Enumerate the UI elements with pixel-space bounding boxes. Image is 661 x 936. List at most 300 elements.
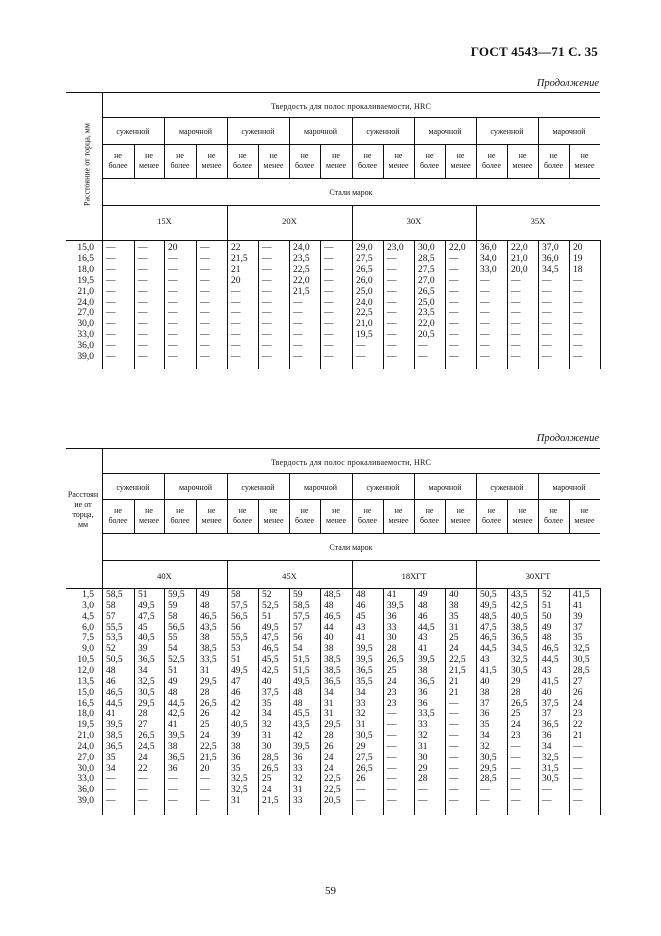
band-narrow-label: суженной xyxy=(116,127,150,136)
table-cell: 22,5 xyxy=(324,785,341,796)
table-cell: 42,5 xyxy=(262,665,279,676)
table-cell: 38 xyxy=(168,741,178,752)
grid-line xyxy=(352,117,353,144)
table-cell: — xyxy=(573,297,583,308)
table-cell: 36 xyxy=(418,687,428,698)
column-line xyxy=(134,588,135,815)
table-cell: 21,5 xyxy=(262,796,279,807)
continuation-label-2: Продолжение xyxy=(536,433,599,444)
table-cell: 50,5 xyxy=(480,590,497,600)
table-cell: — xyxy=(200,275,210,286)
table-cell: 42 xyxy=(231,709,241,720)
table-cell: — xyxy=(387,752,397,763)
table-cell: — xyxy=(511,796,521,807)
table-cell: 49,5 xyxy=(293,676,310,687)
table-cell: 31 xyxy=(418,741,428,752)
table-cell: 52,5 xyxy=(262,600,279,611)
column-line xyxy=(445,240,446,369)
table-cell: — xyxy=(262,275,272,286)
max-label: не более xyxy=(170,151,190,170)
min-label: не менее xyxy=(388,506,409,525)
table-cell: 39 xyxy=(231,731,241,742)
table-cell: 48 xyxy=(293,687,303,698)
table-cell: 35 xyxy=(449,611,459,622)
table-cell: — xyxy=(138,243,148,253)
distance-value: 18,0 xyxy=(77,709,94,720)
table-cell: 23 xyxy=(387,687,397,698)
page-header: ГОСТ 4543—71 С. 35 xyxy=(470,44,598,59)
table-cell: — xyxy=(200,286,210,297)
table-cell: 46 xyxy=(106,676,116,687)
distance-value: 30,0 xyxy=(77,319,94,330)
table-cell: — xyxy=(106,243,116,253)
table-cell: 28,5 xyxy=(418,253,435,264)
distance-value: 18,0 xyxy=(77,264,94,275)
band-grade-label: марочной xyxy=(179,127,212,136)
distance-value: 21,0 xyxy=(77,286,94,297)
table-cell: — xyxy=(449,286,459,297)
column-line xyxy=(507,240,508,369)
table-cell: 55,5 xyxy=(106,622,123,633)
table-cell: 41 xyxy=(573,600,583,611)
table-cell: 37 xyxy=(542,709,552,720)
table-cell: — xyxy=(480,308,490,319)
table-cell: — xyxy=(138,785,148,796)
distance-value: 30,0 xyxy=(77,763,94,774)
table-cell: 27,5 xyxy=(418,264,435,275)
table-cell: — xyxy=(418,785,428,796)
table-cell: — xyxy=(542,319,552,330)
table-cell: 24 xyxy=(324,752,334,763)
column-line xyxy=(383,588,384,815)
table-cell: 43,5 xyxy=(511,590,528,600)
column-line xyxy=(538,588,539,815)
table-cell: 48 xyxy=(293,698,303,709)
grid-line xyxy=(352,473,353,499)
max-label: не более xyxy=(294,506,315,525)
table-cell: 28 xyxy=(418,774,428,785)
table-cell: 48 xyxy=(200,600,210,611)
table-cell: — xyxy=(293,297,303,308)
table-cell: — xyxy=(542,341,552,352)
table-cell: — xyxy=(200,774,210,785)
table-cell: — xyxy=(449,774,459,785)
table-cell: — xyxy=(168,297,178,308)
distance-wrapped-label: мм xyxy=(77,520,89,529)
table-cell: 24 xyxy=(387,676,397,687)
table-cell: — xyxy=(262,352,272,362)
table-cell: 21,5 xyxy=(231,253,248,264)
column-line xyxy=(164,588,165,815)
table-cell: — xyxy=(387,763,397,774)
table-cell: — xyxy=(480,297,490,308)
table-cell: — xyxy=(573,275,583,286)
table-cell: 39,5 xyxy=(418,655,435,666)
table-cell: — xyxy=(324,286,334,297)
table-cell: 36,5 xyxy=(168,752,185,763)
table-cell: — xyxy=(168,330,178,341)
table-cell: — xyxy=(480,330,490,341)
table-cell: 58 xyxy=(106,600,116,611)
table-cell: 40,5 xyxy=(138,633,155,644)
table-cell: 44,5 xyxy=(168,698,185,709)
table-cell: 22,5 xyxy=(356,308,373,319)
table-cell: — xyxy=(168,319,178,330)
table-cell: 33 xyxy=(387,622,397,633)
table-cell: — xyxy=(542,352,552,362)
table-cell: 51 xyxy=(138,590,148,600)
max-label: не более xyxy=(170,506,190,525)
column-line xyxy=(569,588,570,815)
table-cell: — xyxy=(511,308,521,319)
table-cell: 41 xyxy=(106,709,116,720)
table-cell: 31 xyxy=(200,665,210,676)
table-cell: 37 xyxy=(573,622,583,633)
table-cell: 28,5 xyxy=(262,752,279,763)
table-cell: 42,5 xyxy=(511,600,528,611)
table-cell: 33 xyxy=(293,796,303,807)
table-cell: — xyxy=(200,330,210,341)
min-label: не менее xyxy=(450,151,471,170)
table-cell: 38 xyxy=(324,644,334,655)
table-cell: 31,5 xyxy=(542,763,559,774)
table-cell: 27 xyxy=(573,676,583,687)
table-cell: — xyxy=(387,297,397,308)
table-cell: 52 xyxy=(542,590,552,600)
table-cell: — xyxy=(449,720,459,731)
table-cell: 21 xyxy=(449,676,459,687)
table-cell: 19,5 xyxy=(356,330,373,341)
table-cell: — xyxy=(138,352,148,362)
table-cell: 32 xyxy=(356,709,366,720)
table-cell: 32,5 xyxy=(573,644,590,655)
table-cell: 20,0 xyxy=(511,264,528,275)
distance-value: 24,0 xyxy=(77,741,94,752)
table-cell: 23,5 xyxy=(293,253,310,264)
table-cell: 55,5 xyxy=(231,633,248,644)
table-cell: — xyxy=(168,341,178,352)
band-grade-label: марочной xyxy=(428,127,462,136)
table-cell: — xyxy=(262,243,272,253)
table-cell: — xyxy=(480,796,490,807)
table-cell: 40 xyxy=(449,590,459,600)
band-narrow-label: суженной xyxy=(490,127,524,136)
table-cell: — xyxy=(138,275,148,286)
table-cell: 24 xyxy=(138,752,148,763)
table-cell: 58 xyxy=(231,590,241,600)
distance-value: 19,5 xyxy=(77,720,94,731)
min-label: не менее xyxy=(574,506,595,525)
table-cell: — xyxy=(387,275,397,286)
table-cell: — xyxy=(511,752,521,763)
table-cell: 39,5 xyxy=(387,600,404,611)
table-cell: 20 xyxy=(200,763,210,774)
table-cell: 34 xyxy=(542,741,552,752)
table-cell: 32,5 xyxy=(231,774,248,785)
band-grade-label: марочной xyxy=(304,483,337,492)
table-cell: 28 xyxy=(200,687,210,698)
table-cell: 59 xyxy=(168,600,178,611)
table-cell: 22,5 xyxy=(449,655,466,666)
table-cell: 22,5 xyxy=(324,774,341,785)
table-cell: 51 xyxy=(231,655,241,666)
continuation-label-1: Продолжение xyxy=(536,78,599,89)
table-cell: — xyxy=(387,796,397,807)
distance-value: 12,0 xyxy=(77,665,94,676)
grid-line xyxy=(164,117,165,144)
grid-line xyxy=(102,499,600,500)
table-cell: 26,5 xyxy=(511,698,528,709)
table-cell: 22,0 xyxy=(418,319,435,330)
table-cell: 38 xyxy=(200,633,210,644)
table-cell: — xyxy=(200,297,210,308)
table-cell: — xyxy=(449,785,459,796)
table-cell: — xyxy=(573,796,583,807)
table-cell: 25 xyxy=(511,709,521,720)
table-cell: 49,5 xyxy=(138,600,155,611)
column-line xyxy=(258,240,259,369)
grid-line xyxy=(227,117,228,144)
column-line xyxy=(289,588,290,815)
column-line xyxy=(320,588,321,815)
table-cell: 34 xyxy=(356,687,366,698)
table-cell: 28 xyxy=(387,644,397,655)
grid-line xyxy=(289,473,290,499)
table-cell: — xyxy=(511,341,521,352)
table-cell: 59 xyxy=(293,590,303,600)
table-cell: — xyxy=(106,264,116,275)
band-grade-label: марочной xyxy=(552,483,586,492)
table-cell: — xyxy=(449,275,459,286)
table-cell: 36 xyxy=(168,763,178,774)
table-cell: 35,5 xyxy=(356,676,373,687)
table-cell: 58,5 xyxy=(106,590,123,600)
table-cell: 39,5 xyxy=(356,644,373,655)
max-label: не более xyxy=(232,151,253,170)
table-cell: 22 xyxy=(231,243,241,253)
table-cell: 26,0 xyxy=(356,275,373,286)
table-cell: 51 xyxy=(542,600,552,611)
table-cell: 32 xyxy=(418,731,428,742)
table-cell: 25 xyxy=(262,774,272,785)
table-cell: 21,5 xyxy=(200,752,217,763)
grid-line xyxy=(196,499,197,533)
distance-value: 3,0 xyxy=(82,600,94,611)
table-cell: 24,0 xyxy=(293,243,310,253)
table-cell: — xyxy=(480,352,490,362)
table-cell: — xyxy=(480,341,490,352)
grid-line xyxy=(538,144,539,178)
table-cell: 43 xyxy=(480,655,490,666)
grid-line xyxy=(102,533,600,534)
distance-value: 1,5 xyxy=(82,590,94,600)
table-cell: 41 xyxy=(418,644,428,655)
grid-line xyxy=(102,178,600,179)
table-cell: 53 xyxy=(231,644,241,655)
distance-wrapped-label: ие от xyxy=(74,500,92,509)
table-cell: 43,5 xyxy=(293,720,310,731)
min-label: не менее xyxy=(450,506,471,525)
table-cell: 48 xyxy=(168,687,178,698)
table-cell: 29,0 xyxy=(356,243,373,253)
table-cell: 46 xyxy=(418,611,428,622)
table-cell: — xyxy=(387,352,397,362)
table-cell: 20 xyxy=(573,243,583,253)
table-cell: 34,5 xyxy=(511,644,528,655)
column-line xyxy=(383,240,384,369)
grid-line xyxy=(352,560,353,588)
table-cell: 20,5 xyxy=(324,796,341,807)
grid-line xyxy=(476,560,477,588)
band-narrow-label: суженной xyxy=(116,483,150,492)
table-cell: 38,5 xyxy=(324,655,341,666)
table-cell: — xyxy=(293,341,303,352)
distance-value: 36,0 xyxy=(77,785,94,796)
grid-line xyxy=(289,144,290,178)
table-cell: 36,5 xyxy=(542,720,559,731)
table-cell: — xyxy=(138,330,148,341)
table-cell: 26 xyxy=(356,774,366,785)
table-cell: — xyxy=(168,275,178,286)
table-cell: 26,5 xyxy=(200,698,217,709)
column-line xyxy=(320,240,321,369)
table-cell: — xyxy=(573,752,583,763)
column-line xyxy=(196,588,197,815)
table-cell: — xyxy=(387,709,397,720)
grid-line xyxy=(164,473,165,499)
grid-line xyxy=(507,144,508,178)
max-label: не более xyxy=(419,506,440,525)
grid-line xyxy=(538,473,539,499)
table-cell: — xyxy=(106,341,116,352)
column-line xyxy=(258,588,259,815)
table-cell: — xyxy=(324,319,334,330)
min-label: не менее xyxy=(326,506,346,525)
table-cell: 40,5 xyxy=(511,611,528,622)
table-cell: 38,5 xyxy=(106,731,123,742)
table-cell: — xyxy=(573,308,583,319)
table-cell: 24 xyxy=(573,698,583,709)
table-cell: 40 xyxy=(324,633,334,644)
table-cell: 23 xyxy=(573,709,583,720)
table-cell: 48,5 xyxy=(480,611,497,622)
table-cell: 21,0 xyxy=(511,253,528,264)
grid-line xyxy=(383,144,384,178)
table-cell: 48,5 xyxy=(324,590,341,600)
table-cell: — xyxy=(324,275,334,286)
hardness-title: Твердость для полос прокаливаемости, HRC xyxy=(270,458,432,467)
table-cell: 58 xyxy=(168,611,178,622)
grid-line xyxy=(164,499,165,533)
grid-line xyxy=(258,499,259,533)
table-cell: 40,5 xyxy=(231,720,248,731)
table-cell: 28 xyxy=(138,709,148,720)
table-cell: 54 xyxy=(168,644,178,655)
table-cell: 40 xyxy=(542,687,552,698)
table-cell: 21 xyxy=(449,687,459,698)
table-cell: — xyxy=(200,319,210,330)
header-bottom-border xyxy=(66,240,600,241)
steel-grade-label: 45Х xyxy=(282,571,297,581)
table-cell: 44,5 xyxy=(480,644,497,655)
grid-line xyxy=(476,144,477,178)
table-cell: 26,5 xyxy=(356,763,373,774)
min-label: не менее xyxy=(139,151,159,170)
column-line xyxy=(476,240,477,369)
table-cell: — xyxy=(573,774,583,785)
column-line xyxy=(476,588,477,815)
table-cell: — xyxy=(418,796,428,807)
distance-value: 4,5 xyxy=(82,611,94,622)
table-cell: 43 xyxy=(418,633,428,644)
table-cell: 49,5 xyxy=(480,600,497,611)
table-cell: — xyxy=(511,319,521,330)
table-cell: — xyxy=(387,253,397,264)
table-cell: — xyxy=(573,330,583,341)
table-cell: 26 xyxy=(573,687,583,698)
distance-value: 33,0 xyxy=(77,774,94,785)
table-cell: 34 xyxy=(324,687,334,698)
table-cell: — xyxy=(106,330,116,341)
table-cell: 32,5 xyxy=(511,655,528,666)
table-cell: 36,5 xyxy=(324,676,341,687)
table-cell: 56 xyxy=(231,622,241,633)
column-line xyxy=(196,240,197,369)
table-cell: — xyxy=(262,308,272,319)
table-cell: 41 xyxy=(387,590,397,600)
band-narrow-label: суженной xyxy=(366,483,400,492)
table-cell: 33 xyxy=(293,763,303,774)
grid-line xyxy=(445,499,446,533)
distance-value: 39,0 xyxy=(77,352,94,362)
column-line xyxy=(352,240,353,369)
table-cell: — xyxy=(449,253,459,264)
table-cell: 40 xyxy=(480,676,490,687)
steel-grade-label: 30Х xyxy=(406,216,422,226)
table-cell: — xyxy=(138,796,148,807)
table-cell: — xyxy=(542,286,552,297)
band-grade-label: марочной xyxy=(552,127,586,136)
min-label: не менее xyxy=(201,151,222,170)
table-cell: 27 xyxy=(138,720,148,731)
table-cell: 21,5 xyxy=(449,665,466,676)
table-cell: 33 xyxy=(356,698,366,709)
table-cell: 49 xyxy=(418,590,428,600)
table-cell: 30 xyxy=(387,633,397,644)
table-cell: — xyxy=(449,741,459,752)
table-cell: — xyxy=(418,352,428,362)
table-cell: — xyxy=(293,319,303,330)
table-cell: — xyxy=(168,796,178,807)
table-cell: 37,5 xyxy=(542,698,559,709)
table-cell: — xyxy=(573,352,583,362)
table-cell: 34 xyxy=(106,763,116,774)
grid-line xyxy=(227,144,228,178)
table-cell: — xyxy=(387,319,397,330)
table-cell: 24 xyxy=(511,720,521,731)
band-narrow-label: суженной xyxy=(241,127,275,136)
table-cell: — xyxy=(449,297,459,308)
table-cell: 25,0 xyxy=(356,286,373,297)
table-cell: — xyxy=(200,308,210,319)
table-cell: 46,5 xyxy=(324,611,341,622)
table-cell: — xyxy=(573,319,583,330)
table-cell: 31 xyxy=(231,796,241,807)
table-cell: — xyxy=(542,785,552,796)
max-label: не более xyxy=(357,506,378,525)
table-cell: 36,5 xyxy=(138,655,155,666)
table-cell: — xyxy=(387,286,397,297)
